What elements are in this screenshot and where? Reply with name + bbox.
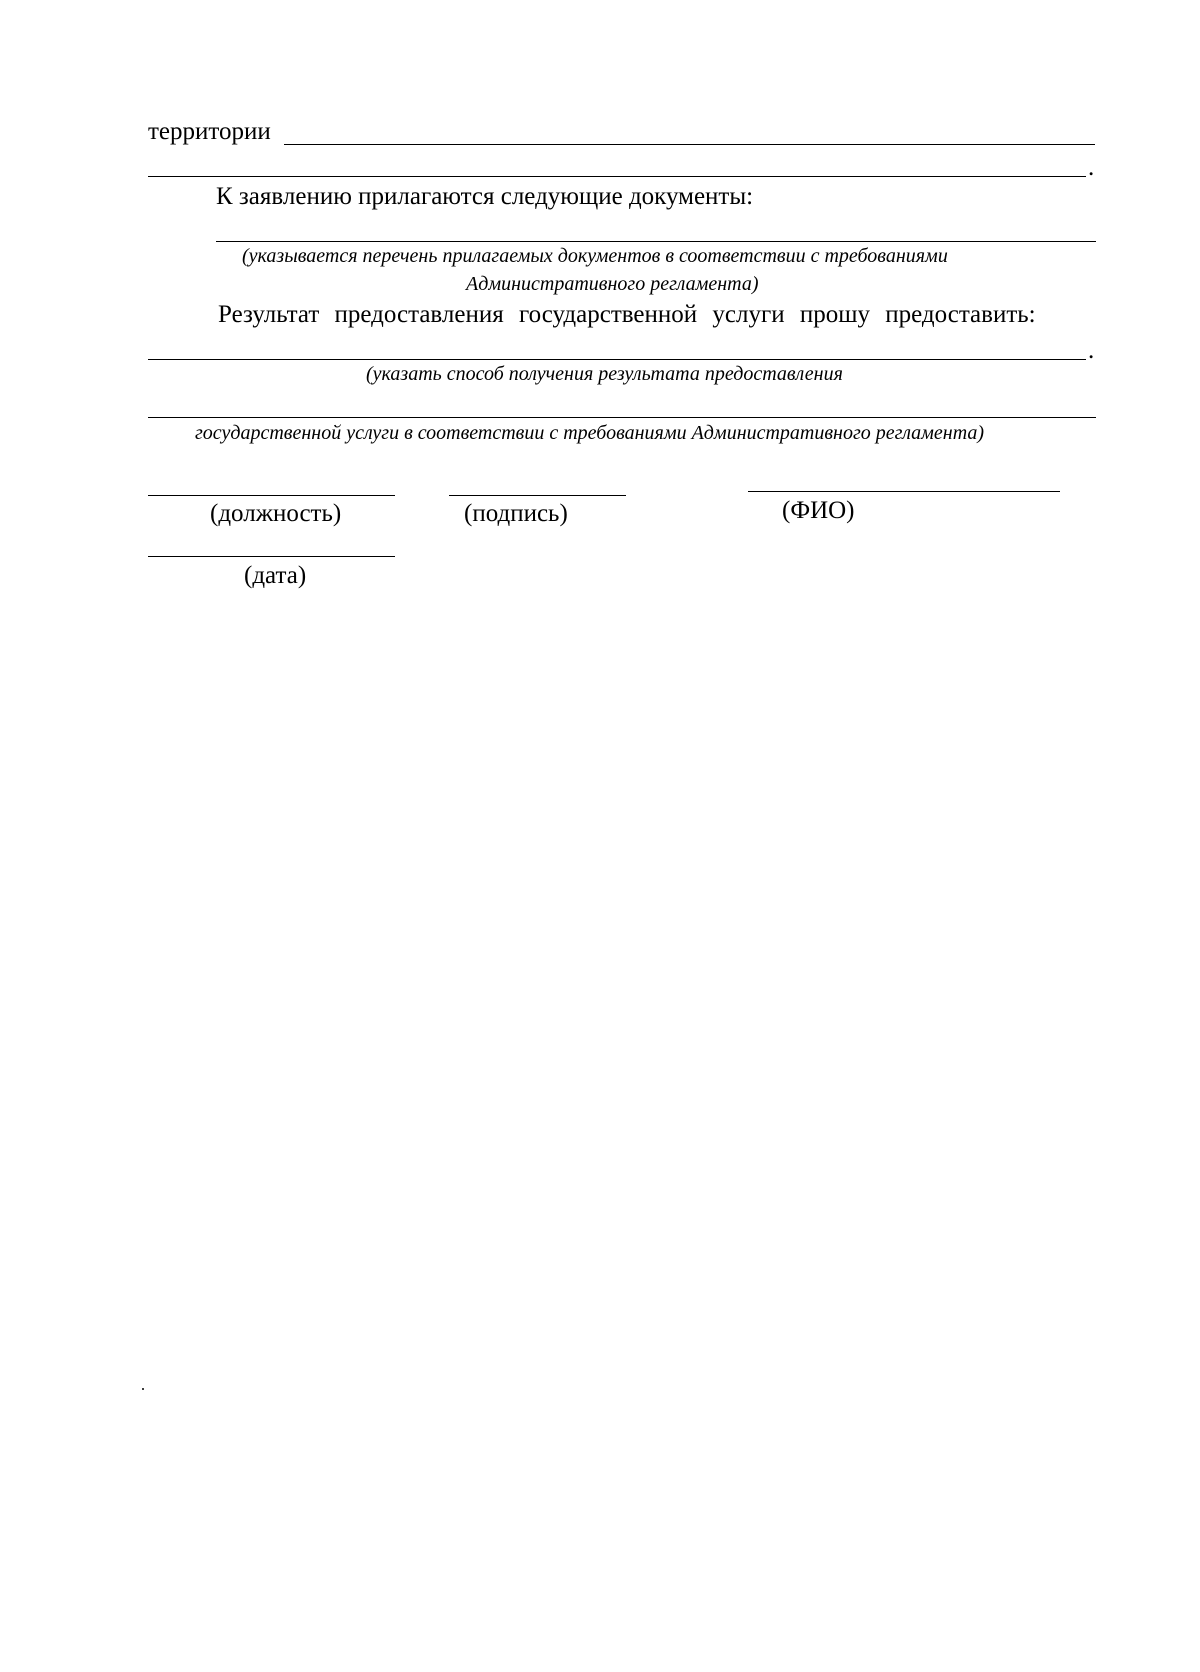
result-fill-line-2 xyxy=(148,417,1096,418)
date-label: (дата) xyxy=(244,562,307,589)
signature-line xyxy=(449,495,626,496)
name-label: (ФИО) xyxy=(782,497,855,524)
territory-label: территории xyxy=(148,118,271,145)
result-line-period: . xyxy=(1088,337,1095,364)
territory-fill-line-2 xyxy=(148,176,1086,177)
date-line xyxy=(148,556,395,557)
result-request: Результат предоставления государственной услуги прошу предоставить: xyxy=(218,301,1036,328)
result-hint-line1: (указать способ получения результата предоставления xyxy=(366,363,843,385)
name-line xyxy=(748,491,1060,492)
attachments-fill-line xyxy=(216,241,1096,242)
attachments-hint-line1: (указывается перечень прилагаемых документов в соответствии с требованиями xyxy=(242,245,948,267)
result-hint-line2: государственной услуги в соответствии с требованиями Административного регламента) xyxy=(195,422,985,444)
territory-fill-line xyxy=(284,144,1095,145)
result-fill-line xyxy=(148,359,1086,360)
position-label: (должность) xyxy=(210,500,342,527)
signature-label: (подпись) xyxy=(464,500,568,527)
scan-speck xyxy=(142,1388,144,1390)
position-line xyxy=(148,495,395,496)
territory-line-period: . xyxy=(1088,154,1095,181)
attachments-hint-line2: Административного регламента) xyxy=(466,273,759,295)
attachments-intro: К заявлению прилагаются следующие документы: xyxy=(216,183,754,210)
